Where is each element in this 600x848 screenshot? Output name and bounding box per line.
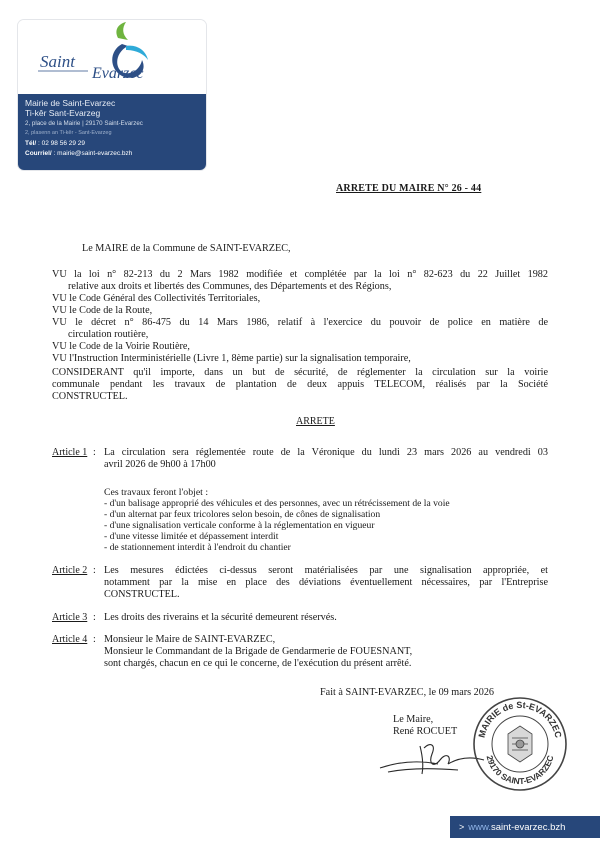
article-1-label: Article 1 [52,447,88,458]
article-2-label: Article 2 [52,565,88,576]
bullet-item: - d'une signalisation verticale conforme à la réglementation en vigueur [104,520,375,531]
article-4-label: Article 4 [52,634,88,645]
article-2-line-2: notamment par la mise en place des déviations éventuellement nécessaires, par l'Entreprise [104,577,548,588]
intro-line: Le MAIRE de la Commune de SAINT-EVARZEC, [82,243,291,254]
article-1-line-1: La circulation sera réglementée route de la Véronique du lundi 23 mars 2026 au vendredi 03 [104,447,548,458]
logo-green-swoosh [116,22,128,40]
contact-band [18,94,206,170]
document-title: ARRETE DU MAIRE N° 26 - 44 [336,183,482,194]
vu-line-6: VU l'Instruction Interministérielle (Livre 1, 8ème partie) sur la signalisation temporaire, [52,353,411,364]
maire-name: René ROCUET [393,726,458,737]
logo-cyan-swoosh [126,46,148,60]
vu-line-5: VU le Code de la Voirie Routière, [52,341,190,352]
bullet-item: - d'un balisage approprié des véhicules et des personnes, avec un rétrécissement de la voie [104,498,450,509]
footer-domain: saint-evarzec.bzh [490,822,566,833]
email [25,150,132,157]
article-3-line-1: Les droits des riverains et la sécurité demeurent réservés. [104,612,337,623]
courriel-value: : mairie@saint-evarzec.bzh [53,150,133,157]
address: 2, place de la Mairie | 29170 Saint-Evarzec [25,120,143,127]
mairie-stamp-icon [470,694,570,794]
stamp-top-text: MAIRIE de St-EVARZEC [476,699,564,739]
arrete-heading: ARRETE [296,416,335,427]
vu-line-4: VU le décret n° 86-475 du 14 Mars 1986, relatif à l'exercice du pouvoir de police en matière de [52,317,548,328]
article-4-line-2: Monsieur le Commandant de la Brigade de Gendarmerie de FOUESNANT, [104,646,413,657]
tel-value: : 02 98 56 29 29 [38,140,86,147]
breton-name: Ti-kêr Sant-Evarzeg [25,108,101,118]
article-4-line-1: Monsieur le Maire de SAINT-EVARZEC, [104,634,276,645]
considerant-line-1: CONSIDERANT qu'il importe, dans un but de sécurité, de réglementer la circulation sur la voirie [52,367,548,378]
article-1-colon: : [93,447,96,458]
article-4-line-3: sont chargés, chacun en ce qui le concerne, de l'exécution du présent arrêté. [104,658,412,669]
footer-arrow-icon: > [459,822,465,832]
logo-saint-text: Saint [40,52,75,71]
logo-area [18,20,206,94]
considerant-line-2: communale pendant les travaux de plantation de deux appuis TELECOM, réalisés par la Société [52,379,548,390]
footer-www: www. [468,822,491,833]
article-2-line-3: CONSTRUCTEL. [104,589,180,600]
article-2-colon: : [93,565,96,576]
fait-a-line: Fait à SAINT-EVARZEC, le 09 mars 2026 [320,687,495,698]
stamp-emblem [508,726,532,762]
article-1-line-2: avril 2026 de 9h00 à 17h00 [104,459,216,470]
article-4-colon: : [93,634,96,645]
stamp-bottom-text: 29170 SAINT-EVARZEC [484,754,556,787]
article-3-label: Article 3 [52,612,88,623]
vu-line-1b: relative aux droits et libertés des Communes, des Départements et des Régions, [68,281,392,292]
bullet-item: - d'un alternat par feux tricolores selon besoin, de cônes de signalisation [104,509,381,520]
letterhead-card [18,20,206,170]
maire-title: Le Maire, [393,714,434,725]
footer-website-link[interactable] [450,816,600,838]
vu-line-1: VU la loi n° 82-213 du 2 Mars 1982 modifiée et complétée par la loi n° 82-623 du 22 Juillet 1982 [52,269,548,280]
address-breton: 2, plasenn an Ti-kêr - Sant-Evarzeg [25,130,112,136]
article-3-colon: : [93,612,96,623]
considerant-line-3: CONSTRUCTEL. [52,391,128,402]
bullet-item: - de stationnement interdit à l'endroit du chantier [104,542,291,553]
courriel-label: Courriel/ [25,150,52,157]
article-2-line-1: Les mesures édictées ci-dessus seront matérialisées par une signalisation appropriée, et [104,565,548,576]
telephone [25,140,85,147]
vu-line-3: VU le Code de la Route, [52,305,153,316]
tel-label: Tél/ [25,140,37,147]
objet-intro: Ces travaux feront l'objet : [104,487,209,498]
mairie-name: Mairie de Saint-Evarzec [25,98,116,108]
vu-line-4b: circulation routière, [68,329,149,340]
vu-line-2: VU le Code Général des Collectivités Territoriales, [52,293,261,304]
bullet-item: - d'une vitesse limitée et dépassement interdit [104,531,279,542]
logo-evarzec-text: Evarzec [92,65,144,82]
